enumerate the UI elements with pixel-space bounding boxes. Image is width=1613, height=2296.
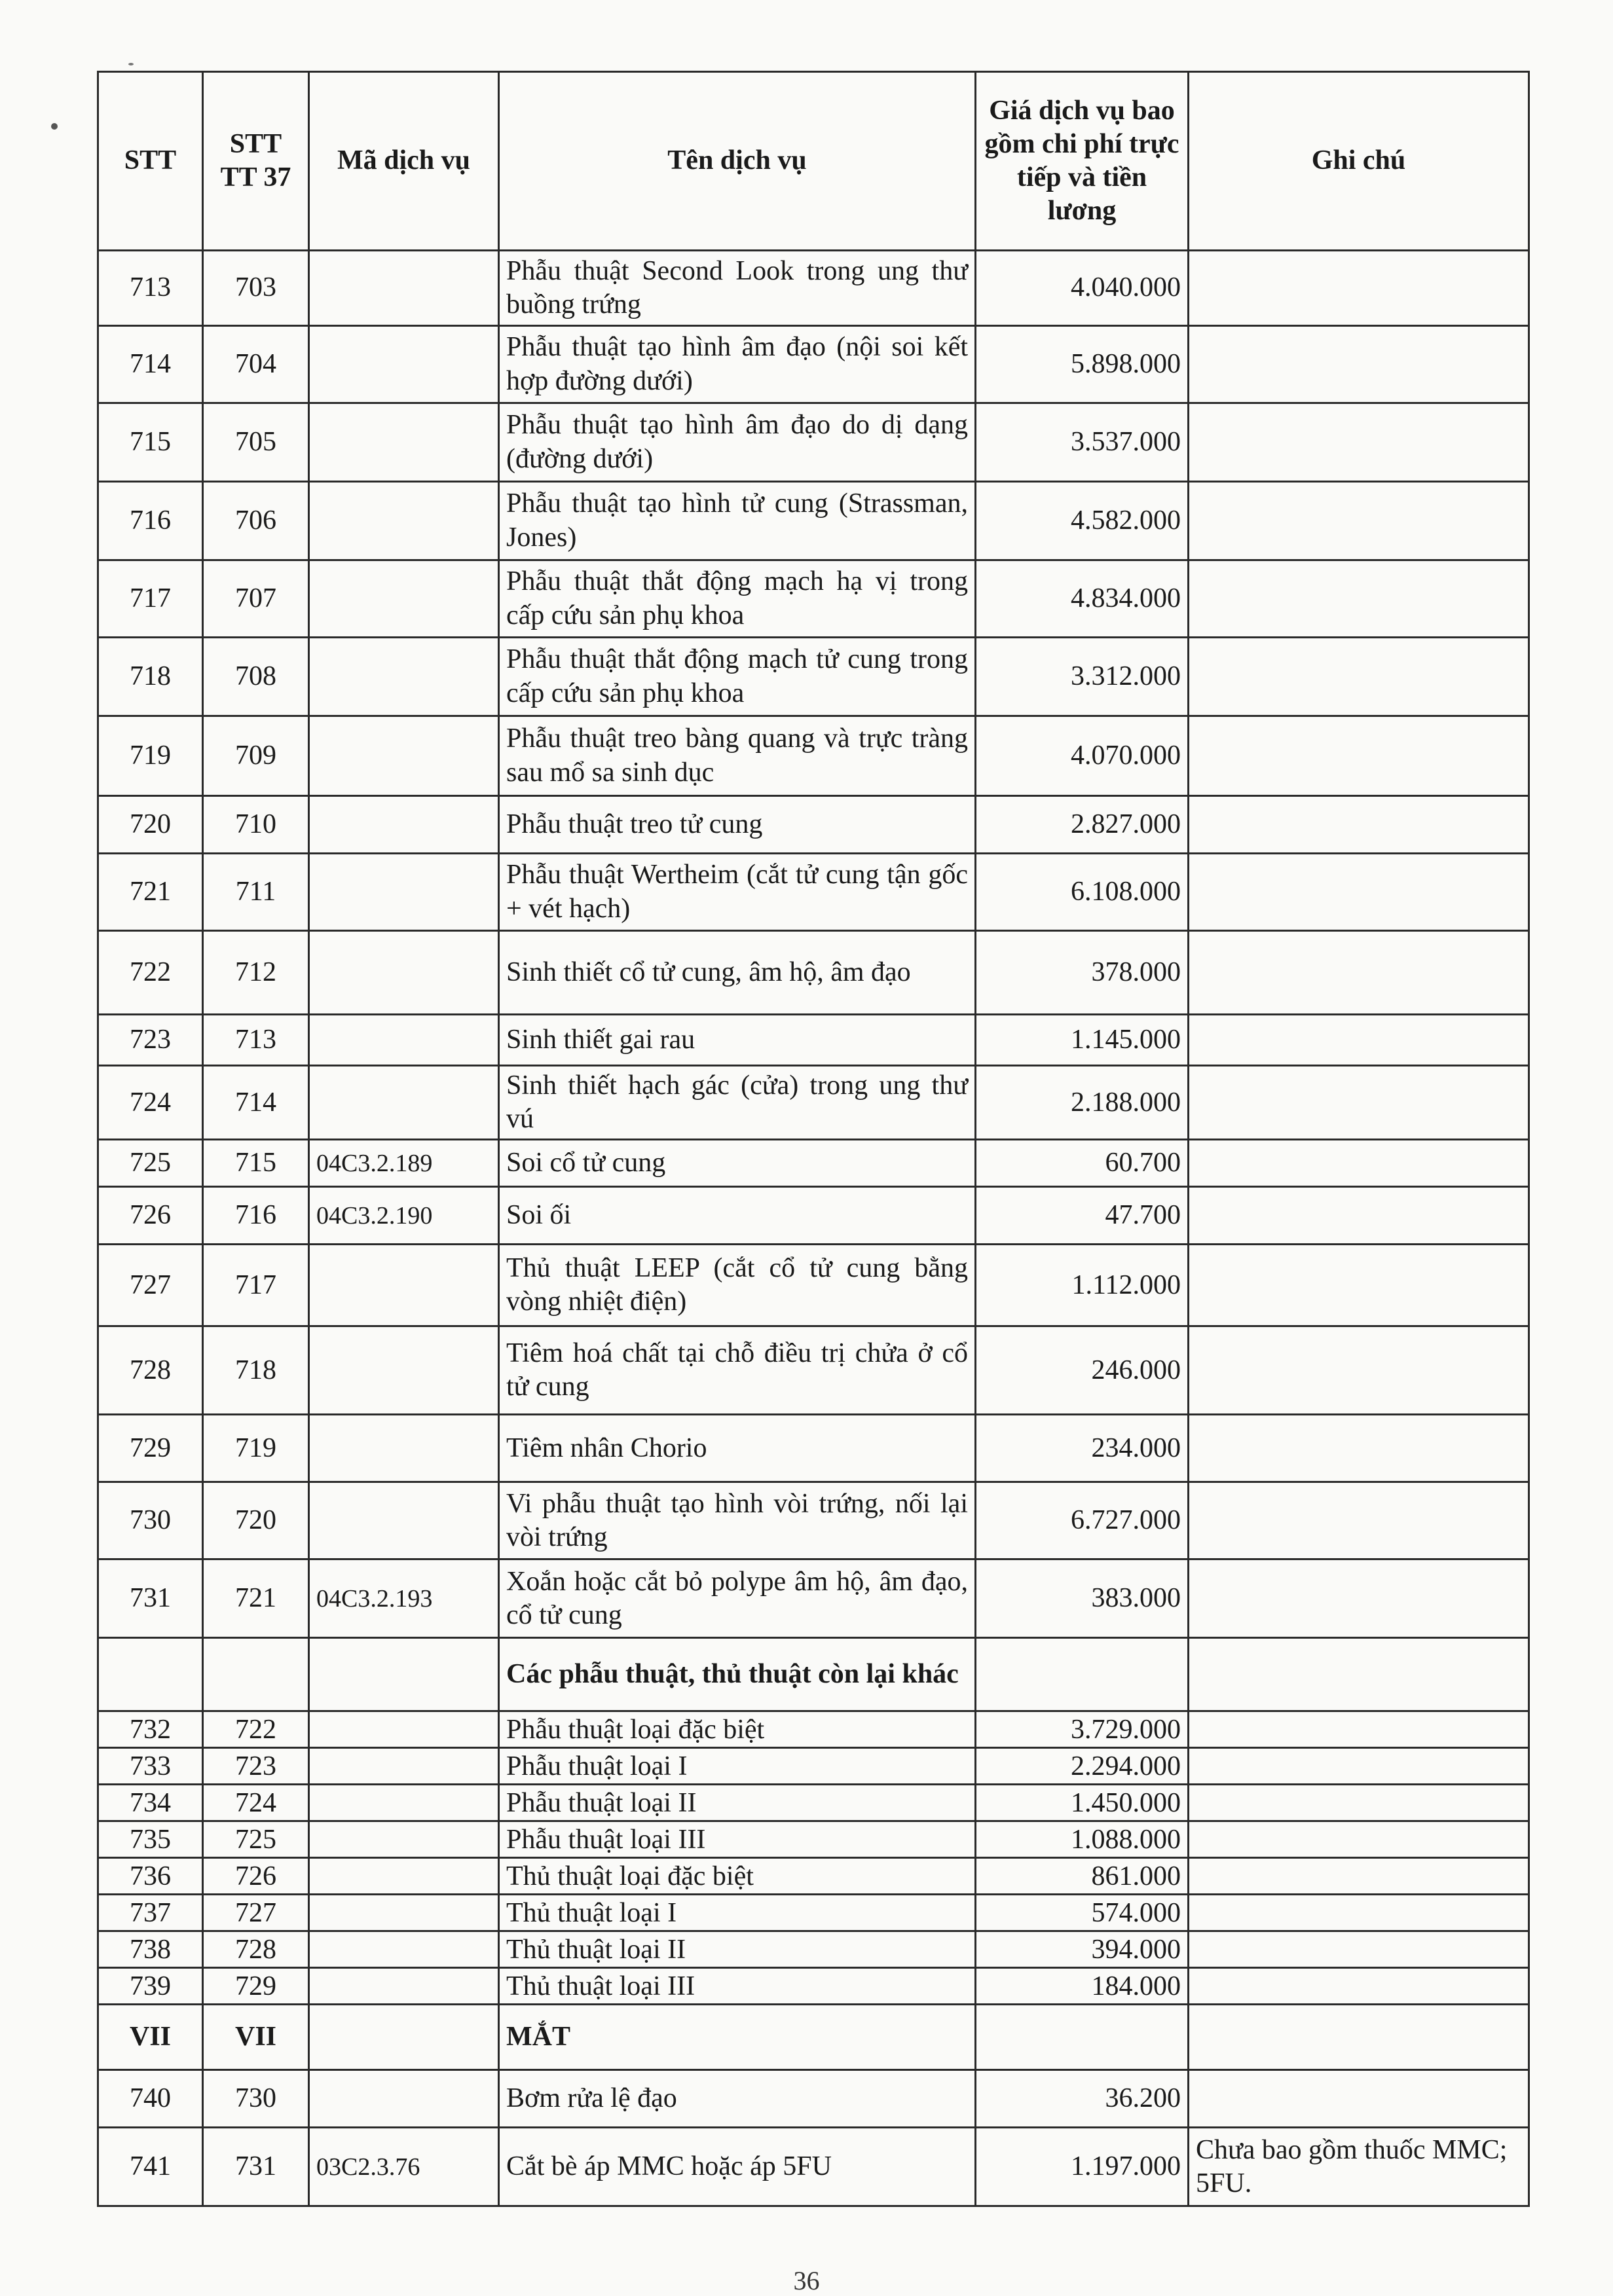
table-row <box>98 1326 1529 1415</box>
cell-price: 574.000 <box>976 1895 1189 1931</box>
table-row <box>98 560 1529 638</box>
cell-service-name: Tiêm hoá chất tại chỗ điều trị chửa ở cổ tử cung <box>499 1326 976 1415</box>
table-row <box>98 931 1529 1015</box>
cell-service-code <box>309 2005 499 2070</box>
header-note: Ghi chú <box>1189 72 1529 251</box>
cell-stt-tt37: 716 <box>203 1187 309 1245</box>
cell-service-code <box>309 560 499 638</box>
section-row <box>98 2005 1529 2070</box>
cell-stt: 722 <box>98 931 203 1015</box>
cell-price: 3.729.000 <box>976 1711 1189 1748</box>
cell-price: 36.200 <box>976 2070 1189 2128</box>
table-row <box>98 716 1529 796</box>
cell-price: 2.294.000 <box>976 1748 1189 1785</box>
cell-note <box>1189 1015 1529 1066</box>
cell-stt-tt37: 728 <box>203 1931 309 1968</box>
cell-price: 60.700 <box>976 1140 1189 1187</box>
cell-service-name: Phẫu thuật loại II <box>499 1785 976 1821</box>
table-row <box>98 482 1529 560</box>
cell-note <box>1189 1931 1529 1968</box>
cell-stt: 716 <box>98 482 203 560</box>
header-stt-tt37: STT TT 37 <box>203 72 309 251</box>
table-row <box>98 251 1529 326</box>
cell-stt <box>98 1638 203 1711</box>
cell-service-name: Soi ối <box>499 1187 976 1245</box>
cell-service-code <box>309 1895 499 1931</box>
cell-service-code <box>309 1711 499 1748</box>
cell-note <box>1189 326 1529 403</box>
cell-stt-tt37: 714 <box>203 1066 309 1140</box>
cell-service-name: Thủ thuật loại III <box>499 1968 976 2005</box>
table-row <box>98 1968 1529 2005</box>
scan-speck <box>51 123 58 130</box>
cell-price: 184.000 <box>976 1968 1189 2005</box>
cell-note <box>1189 716 1529 796</box>
cell-price: 4.834.000 <box>976 560 1189 638</box>
cell-price: 2.188.000 <box>976 1066 1189 1140</box>
cell-stt: 732 <box>98 1711 203 1748</box>
cell-stt: 723 <box>98 1015 203 1066</box>
cell-service-code <box>309 1638 499 1711</box>
cell-note <box>1189 1066 1529 1140</box>
table-row <box>98 1140 1529 1187</box>
cell-service-name: Cắt bè áp MMC hoặc áp 5FU <box>499 2128 976 2206</box>
cell-service-name: Sinh thiết cổ tử cung, âm hộ, âm đạo <box>499 931 976 1015</box>
cell-stt-tt37: 711 <box>203 854 309 931</box>
cell-service-name: Phẫu thuật Wertheim (cắt tử cung tận gốc + vét hạch) <box>499 854 976 931</box>
header-stt: STT <box>98 72 203 251</box>
cell-note <box>1189 1559 1529 1638</box>
cell-service-code <box>309 1858 499 1895</box>
table-row <box>98 2128 1529 2206</box>
cell-price: 3.312.000 <box>976 638 1189 716</box>
cell-price: 394.000 <box>976 1931 1189 1968</box>
cell-note <box>1189 1415 1529 1482</box>
cell-note: Chưa bao gồm thuốc MMC; 5FU. <box>1189 2128 1529 2206</box>
cell-stt-tt37: 717 <box>203 1245 309 1326</box>
cell-stt-tt37: 723 <box>203 1748 309 1785</box>
cell-note <box>1189 1748 1529 1785</box>
cell-service-name: Phẫu thuật thắt động mạch tử cung trong cấp cứu sản phụ khoa <box>499 638 976 716</box>
cell-price: 3.537.000 <box>976 403 1189 482</box>
cell-note <box>1189 2070 1529 2128</box>
table-row <box>98 638 1529 716</box>
cell-price: 246.000 <box>976 1326 1189 1415</box>
cell-note <box>1189 1245 1529 1326</box>
cell-service-name: Phẫu thuật loại III <box>499 1821 976 1858</box>
table-row <box>98 1895 1529 1931</box>
cell-stt: 714 <box>98 326 203 403</box>
cell-service-name: Thủ thuật loại đặc biệt <box>499 1858 976 1895</box>
table-row <box>98 1015 1529 1066</box>
table-row <box>98 1482 1529 1559</box>
cell-service-code <box>309 1245 499 1326</box>
table-row <box>98 1066 1529 1140</box>
cell-service-name: Soi cổ tử cung <box>499 1140 976 1187</box>
cell-price: 4.070.000 <box>976 716 1189 796</box>
cell-stt: 729 <box>98 1415 203 1482</box>
cell-note <box>1189 854 1529 931</box>
cell-note <box>1189 638 1529 716</box>
cell-service-code <box>309 482 499 560</box>
cell-note <box>1189 1968 1529 2005</box>
cell-price: 47.700 <box>976 1187 1189 1245</box>
header-service-code: Mã dịch vụ <box>309 72 499 251</box>
cell-service-name: Các phẫu thuật, thủ thuật còn lại khác <box>499 1638 976 1711</box>
cell-stt: 713 <box>98 251 203 326</box>
cell-service-code: 04C3.2.190 <box>309 1187 499 1245</box>
cell-price: 2.827.000 <box>976 796 1189 854</box>
cell-stt: 731 <box>98 1559 203 1638</box>
cell-service-name: Tiêm nhân Chorio <box>499 1415 976 1482</box>
cell-service-code <box>309 796 499 854</box>
cell-price: 1.112.000 <box>976 1245 1189 1326</box>
cell-service-code <box>309 1931 499 1968</box>
cell-service-name: Sinh thiết gai rau <box>499 1015 976 1066</box>
cell-service-name: Phẫu thuật Second Look trong ung thư buồng trứng <box>499 251 976 326</box>
cell-service-name: Vi phẫu thuật tạo hình vòi trứng, nối lại vòi trứng <box>499 1482 976 1559</box>
cell-stt-tt37: 719 <box>203 1415 309 1482</box>
scan-speck <box>128 63 134 65</box>
cell-stt: 720 <box>98 796 203 854</box>
cell-note <box>1189 1326 1529 1415</box>
cell-price: 234.000 <box>976 1415 1189 1482</box>
cell-note <box>1189 1821 1529 1858</box>
cell-stt: 718 <box>98 638 203 716</box>
cell-stt: VII <box>98 2005 203 2070</box>
cell-price: 5.898.000 <box>976 326 1189 403</box>
cell-stt-tt37: 720 <box>203 1482 309 1559</box>
cell-note <box>1189 560 1529 638</box>
cell-stt-tt37: 722 <box>203 1711 309 1748</box>
cell-stt-tt37: 731 <box>203 2128 309 2206</box>
cell-stt-tt37: 724 <box>203 1785 309 1821</box>
cell-note <box>1189 482 1529 560</box>
cell-service-name: Xoắn hoặc cắt bỏ polype âm hộ, âm đạo, cổ tử cung <box>499 1559 976 1638</box>
cell-stt-tt37: 705 <box>203 403 309 482</box>
cell-stt-tt37: 726 <box>203 1858 309 1895</box>
cell-price: 378.000 <box>976 931 1189 1015</box>
cell-stt-tt37: 715 <box>203 1140 309 1187</box>
cell-service-code <box>309 1015 499 1066</box>
table-row <box>98 1785 1529 1821</box>
cell-stt: 721 <box>98 854 203 931</box>
cell-stt: 738 <box>98 1931 203 1968</box>
cell-price: 861.000 <box>976 1858 1189 1895</box>
cell-price: 383.000 <box>976 1559 1189 1638</box>
cell-stt: 728 <box>98 1326 203 1415</box>
cell-service-code <box>309 1326 499 1415</box>
cell-stt: 724 <box>98 1066 203 1140</box>
cell-stt: 735 <box>98 1821 203 1858</box>
cell-service-code: 04C3.2.193 <box>309 1559 499 1638</box>
cell-stt: 739 <box>98 1968 203 2005</box>
cell-stt: 719 <box>98 716 203 796</box>
header-service-name: Tên dịch vụ <box>499 72 976 251</box>
section-row <box>98 1638 1529 1711</box>
cell-stt-tt37: 721 <box>203 1559 309 1638</box>
cell-stt: 726 <box>98 1187 203 1245</box>
cell-note <box>1189 251 1529 326</box>
cell-service-name: Thủ thuật loại II <box>499 1931 976 1968</box>
price-table <box>97 71 1530 2207</box>
cell-service-name: Phẫu thuật loại đặc biệt <box>499 1711 976 1748</box>
table-row <box>98 1415 1529 1482</box>
cell-stt: 736 <box>98 1858 203 1895</box>
cell-service-code <box>309 1821 499 1858</box>
cell-note <box>1189 403 1529 482</box>
cell-note <box>1189 1187 1529 1245</box>
cell-service-code <box>309 1482 499 1559</box>
cell-stt: 715 <box>98 403 203 482</box>
cell-stt-tt37: 704 <box>203 326 309 403</box>
cell-stt: 717 <box>98 560 203 638</box>
cell-service-code: 03C2.3.76 <box>309 2128 499 2206</box>
table-row <box>98 326 1529 403</box>
cell-price: 1.197.000 <box>976 2128 1189 2206</box>
cell-price: 1.088.000 <box>976 1821 1189 1858</box>
table-row <box>98 1187 1529 1245</box>
cell-service-name: Phẫu thuật thắt động mạch hạ vị trong cấp cứu sản phụ khoa <box>499 560 976 638</box>
cell-stt: 733 <box>98 1748 203 1785</box>
cell-stt: 740 <box>98 2070 203 2128</box>
cell-service-code <box>309 1748 499 1785</box>
cell-stt-tt37: 710 <box>203 796 309 854</box>
cell-service-name: Thủ thuật loại I <box>499 1895 976 1931</box>
cell-service-code <box>309 403 499 482</box>
cell-price: 4.582.000 <box>976 482 1189 560</box>
cell-note <box>1189 1140 1529 1187</box>
cell-stt-tt37: 727 <box>203 1895 309 1931</box>
table-row <box>98 1559 1529 1638</box>
table-header-row <box>98 72 1529 251</box>
cell-price: 1.145.000 <box>976 1015 1189 1066</box>
cell-service-name: Phẫu thuật tạo hình tử cung (Strassman, Jones) <box>499 482 976 560</box>
cell-note <box>1189 2005 1529 2070</box>
cell-stt-tt37: 706 <box>203 482 309 560</box>
cell-stt: 727 <box>98 1245 203 1326</box>
table-row <box>98 403 1529 482</box>
table-row <box>98 1245 1529 1326</box>
cell-service-name: Phẫu thuật treo tử cung <box>499 796 976 854</box>
cell-service-code <box>309 638 499 716</box>
cell-stt-tt37: VII <box>203 2005 309 2070</box>
cell-note <box>1189 931 1529 1015</box>
cell-service-name: MẮT <box>499 2005 976 2070</box>
cell-stt: 741 <box>98 2128 203 2206</box>
cell-stt-tt37: 713 <box>203 1015 309 1066</box>
cell-note <box>1189 1638 1529 1711</box>
cell-note <box>1189 1858 1529 1895</box>
table-row <box>98 1858 1529 1895</box>
cell-service-code <box>309 716 499 796</box>
cell-note <box>1189 1895 1529 1931</box>
cell-note <box>1189 1711 1529 1748</box>
cell-price <box>976 1638 1189 1711</box>
cell-stt-tt37: 729 <box>203 1968 309 2005</box>
table-row <box>98 1931 1529 1968</box>
table-row <box>98 1748 1529 1785</box>
cell-service-code <box>309 931 499 1015</box>
table-row <box>98 796 1529 854</box>
cell-note <box>1189 796 1529 854</box>
cell-service-code <box>309 1968 499 2005</box>
cell-stt-tt37: 708 <box>203 638 309 716</box>
cell-note <box>1189 1785 1529 1821</box>
cell-service-name: Phẫu thuật treo bàng quang và trực tràng sau mổ sa sinh dục <box>499 716 976 796</box>
cell-service-name: Bơm rửa lệ đạo <box>499 2070 976 2128</box>
cell-stt-tt37 <box>203 1638 309 1711</box>
page-number: 36 <box>793 2266 820 2295</box>
cell-price: 1.450.000 <box>976 1785 1189 1821</box>
table-row <box>98 2070 1529 2128</box>
header-price: Giá dịch vụ bao gồm chi phí trực tiếp và tiền lương <box>976 72 1189 251</box>
cell-stt-tt37: 718 <box>203 1326 309 1415</box>
cell-stt-tt37: 730 <box>203 2070 309 2128</box>
cell-service-name: Phẫu thuật tạo hình âm đạo do dị dạng (đường dưới) <box>499 403 976 482</box>
cell-stt: 730 <box>98 1482 203 1559</box>
cell-stt-tt37: 707 <box>203 560 309 638</box>
cell-service-name: Phẫu thuật tạo hình âm đạo (nội soi kết hợp đường dưới) <box>499 326 976 403</box>
table-row <box>98 1821 1529 1858</box>
cell-note <box>1189 1482 1529 1559</box>
cell-price: 4.040.000 <box>976 251 1189 326</box>
cell-service-code <box>309 1066 499 1140</box>
cell-service-code <box>309 1785 499 1821</box>
cell-service-code <box>309 2070 499 2128</box>
cell-service-code <box>309 1415 499 1482</box>
cell-service-name: Sinh thiết hạch gác (cửa) trong ung thư vú <box>499 1066 976 1140</box>
cell-service-code: 04C3.2.189 <box>309 1140 499 1187</box>
cell-service-name: Phẫu thuật loại I <box>499 1748 976 1785</box>
cell-service-code <box>309 326 499 403</box>
table-row <box>98 1711 1529 1748</box>
cell-stt: 725 <box>98 1140 203 1187</box>
cell-price: 6.108.000 <box>976 854 1189 931</box>
cell-stt: 737 <box>98 1895 203 1931</box>
cell-stt-tt37: 725 <box>203 1821 309 1858</box>
cell-service-code <box>309 251 499 326</box>
cell-service-code <box>309 854 499 931</box>
cell-stt: 734 <box>98 1785 203 1821</box>
table-row <box>98 854 1529 931</box>
cell-stt-tt37: 712 <box>203 931 309 1015</box>
cell-stt-tt37: 709 <box>203 716 309 796</box>
cell-service-name: Thủ thuật LEEP (cắt cổ tử cung bằng vòng nhiệt điện) <box>499 1245 976 1326</box>
cell-price <box>976 2005 1189 2070</box>
cell-stt-tt37: 703 <box>203 251 309 326</box>
table-body <box>98 251 1529 2206</box>
cell-price: 6.727.000 <box>976 1482 1189 1559</box>
